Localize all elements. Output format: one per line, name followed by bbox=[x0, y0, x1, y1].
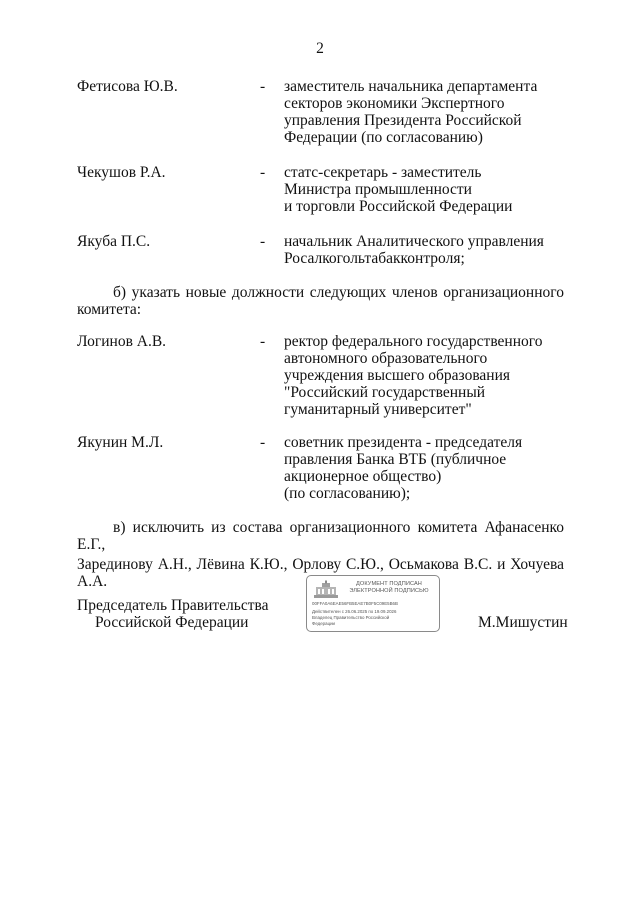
signatory-title-line: Председатель Правительства bbox=[77, 597, 269, 614]
position-line: Росалкогольтабакконтроля; bbox=[284, 250, 465, 267]
signatory-title bbox=[77, 597, 277, 631]
signer-name: М.Мишустин bbox=[478, 614, 568, 631]
member-dash: - bbox=[260, 333, 266, 350]
position-line: (по согласованию); bbox=[284, 485, 411, 502]
position-line: Министра промышленности bbox=[284, 181, 472, 198]
position-line: автономного образовательного bbox=[284, 350, 488, 367]
member-name: Чекушов Р.А. bbox=[77, 164, 166, 181]
member-position bbox=[284, 164, 574, 215]
position-line: секторов экономики Экспертного bbox=[284, 95, 505, 112]
member-dash: - bbox=[260, 164, 266, 181]
page-number: 2 bbox=[316, 40, 324, 57]
position-line: и торговли Российской Федерации bbox=[284, 198, 513, 215]
member-dash: - bbox=[260, 78, 266, 95]
member-position bbox=[284, 434, 574, 502]
member-position bbox=[284, 333, 574, 418]
position-line: советник президента - председателя bbox=[284, 434, 523, 451]
member-name: Логинов А.В. bbox=[77, 333, 167, 350]
paragraph-b bbox=[77, 284, 564, 318]
signatory-title-line: Российской Федерации bbox=[95, 614, 249, 631]
stamp-title-line: ДОКУМЕНТ ПОДПИСАН bbox=[356, 581, 422, 587]
stamp-owner: Федерации bbox=[312, 621, 335, 626]
member-dash: - bbox=[260, 233, 266, 250]
paragraph-line: комитета: bbox=[77, 301, 142, 318]
position-line: правления Банка ВТБ (публичное bbox=[284, 451, 507, 468]
member-dash: - bbox=[260, 434, 266, 451]
member-name: Якунин М.Л. bbox=[77, 434, 164, 451]
stamp-certificate: 00FFA0A6EAE56FB5EAE7B0F5C09E5B6B bbox=[312, 601, 398, 606]
position-line: Федерации (по согласованию) bbox=[284, 129, 483, 146]
member-position bbox=[284, 78, 574, 146]
stamp-title-line: ЭЛЕКТРОННОЙ ПОДПИСЬЮ bbox=[349, 588, 429, 594]
position-line: статс-секретарь - заместитель bbox=[284, 164, 482, 181]
member-name: Фетисова Ю.В. bbox=[77, 78, 178, 95]
stamp-title bbox=[340, 581, 438, 595]
position-line: заместитель начальника департамента bbox=[284, 78, 538, 95]
member-position bbox=[284, 233, 574, 267]
position-line: акционерное общество) bbox=[284, 468, 442, 485]
member-name: Якуба П.С. bbox=[77, 233, 151, 250]
paragraph-line: в) исключить из состава организационного комитета Афанасенко Е.Г., bbox=[77, 519, 564, 553]
position-line: гуманитарный университет" bbox=[284, 401, 472, 418]
position-line: "Российский государственный bbox=[284, 384, 486, 401]
government-building-icon bbox=[313, 580, 339, 599]
stamp-owner: Владелец Правительство Российской bbox=[312, 615, 390, 620]
paragraph-line: Зарединову А.Н., Лёвина К.Ю., Орлову С.Ю., Осьмакова В.С. и Хочуева А.А. bbox=[77, 556, 564, 590]
position-line: учреждения высшего образования bbox=[284, 367, 511, 384]
paragraph-line: б) указать новые должности следующих членов организационного bbox=[113, 284, 564, 301]
position-line: ректор федерального государственного bbox=[284, 333, 543, 350]
stamp-validity: Действителен с 26.06.2025 по 19.09.2026 bbox=[312, 609, 397, 614]
position-line: управления Президента Российской bbox=[284, 112, 522, 129]
electronic-signature-stamp bbox=[306, 575, 440, 632]
position-line: начальник Аналитического управления bbox=[284, 233, 544, 250]
